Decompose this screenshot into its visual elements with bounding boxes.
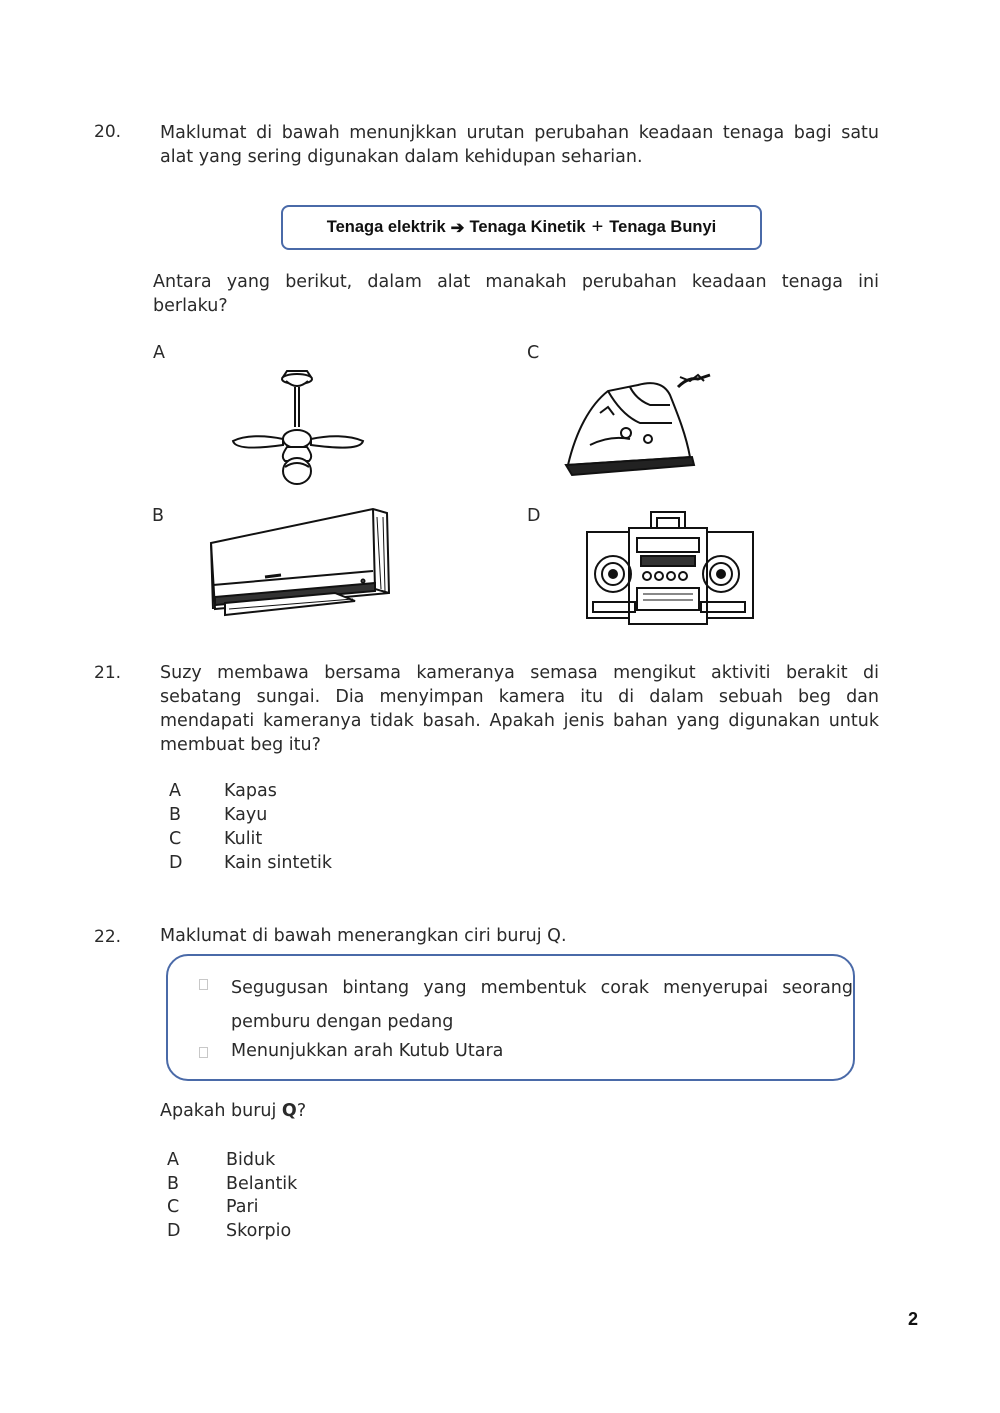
question-20-number: 20. bbox=[94, 122, 122, 142]
q21-option-a-text[interactable]: Kapas bbox=[224, 781, 277, 801]
q21-option-b-letter[interactable]: B bbox=[169, 805, 182, 825]
question-20-prompt bbox=[153, 270, 879, 318]
stem-line: alat yang sering digunakan dalam kehidupan seharian. bbox=[160, 147, 643, 167]
ceiling-fan-icon[interactable] bbox=[225, 365, 370, 490]
page-number: 2 bbox=[908, 1309, 919, 1329]
bullet-text: Segugusan bintang yang membentuk corak menyerupai seorang bbox=[231, 978, 853, 998]
q21-option-d-text[interactable]: Kain sintetik bbox=[224, 853, 332, 873]
energy-change-box bbox=[281, 205, 762, 250]
option-a-letter[interactable]: A bbox=[153, 343, 165, 363]
stem-line: membuat beg itu? bbox=[160, 735, 321, 755]
info-bullet-2: Menunjukkan arah Kutub Utara bbox=[231, 1041, 504, 1061]
option-d-letter[interactable]: D bbox=[527, 506, 541, 526]
q22-option-b-text[interactable]: Belantik bbox=[226, 1174, 298, 1194]
q21-option-d-letter[interactable]: D bbox=[169, 853, 183, 873]
option-b-letter[interactable]: B bbox=[152, 506, 165, 526]
energy-source: Tenaga elektrik bbox=[326, 218, 446, 236]
constellation-q-label: Q bbox=[281, 1101, 297, 1121]
arrow-right-icon: ➔ bbox=[450, 218, 465, 237]
q21-option-c-text[interactable]: Kulit bbox=[224, 829, 263, 849]
question-22-stem: Maklumat di bawah menerangkan ciri buruj Q. bbox=[160, 926, 567, 946]
q22-option-d-text[interactable]: Skorpio bbox=[226, 1221, 292, 1241]
question-21-stem bbox=[160, 661, 879, 757]
bullet-icon bbox=[199, 979, 208, 990]
bullet-icon bbox=[199, 1047, 208, 1058]
q21-option-b-text[interactable]: Kayu bbox=[224, 805, 268, 825]
q21-option-c-letter[interactable]: C bbox=[169, 829, 182, 849]
plus-icon: + bbox=[591, 216, 604, 238]
prompt-line: Antara yang berikut, dalam alat manakah perubahan keadaan tenaga ini bbox=[153, 272, 879, 292]
info-bullet-1 bbox=[231, 971, 853, 1039]
energy-output-1: Tenaga Kinetik bbox=[469, 218, 586, 236]
bullet-text: pemburu dengan pedang bbox=[231, 1012, 454, 1032]
q21-option-a-letter[interactable]: A bbox=[169, 781, 181, 801]
question-21-number: 21. bbox=[94, 663, 122, 683]
question-22-prompt: Apakah buruj Q? bbox=[160, 1101, 307, 1121]
question-20-stem bbox=[160, 121, 879, 169]
q22-option-b-letter[interactable]: B bbox=[167, 1174, 180, 1194]
option-c-letter[interactable]: C bbox=[527, 343, 540, 363]
prompt-line: berlaku? bbox=[153, 296, 228, 316]
stem-line: sebatang sungai. Dia menyimpan kamera itu di dalam sebuah beg dan bbox=[160, 687, 879, 707]
stem-line: Maklumat di bawah menunjkkan urutan perubahan keadaan tenaga bagi satu bbox=[160, 123, 879, 143]
clothes-iron-icon[interactable] bbox=[560, 365, 715, 480]
boombox-icon[interactable] bbox=[583, 508, 758, 626]
stem-line: mendapati kameranya tidak basah. Apakah jenis bahan yang digunakan untuk bbox=[160, 711, 879, 731]
stem-line: Suzy membawa bersama kameranya semasa mengikut aktiviti berakit di bbox=[160, 663, 879, 683]
q22-option-a-text[interactable]: Biduk bbox=[226, 1150, 276, 1170]
q22-option-c-text[interactable]: Pari bbox=[226, 1197, 259, 1217]
q22-option-a-letter[interactable]: A bbox=[167, 1150, 179, 1170]
energy-output-2: Tenaga Bunyi bbox=[609, 218, 717, 236]
question-22-number: 22. bbox=[94, 927, 122, 947]
air-conditioner-icon[interactable] bbox=[205, 505, 393, 625]
q22-option-c-letter[interactable]: C bbox=[167, 1197, 180, 1217]
q22-option-d-letter[interactable]: D bbox=[167, 1221, 181, 1241]
